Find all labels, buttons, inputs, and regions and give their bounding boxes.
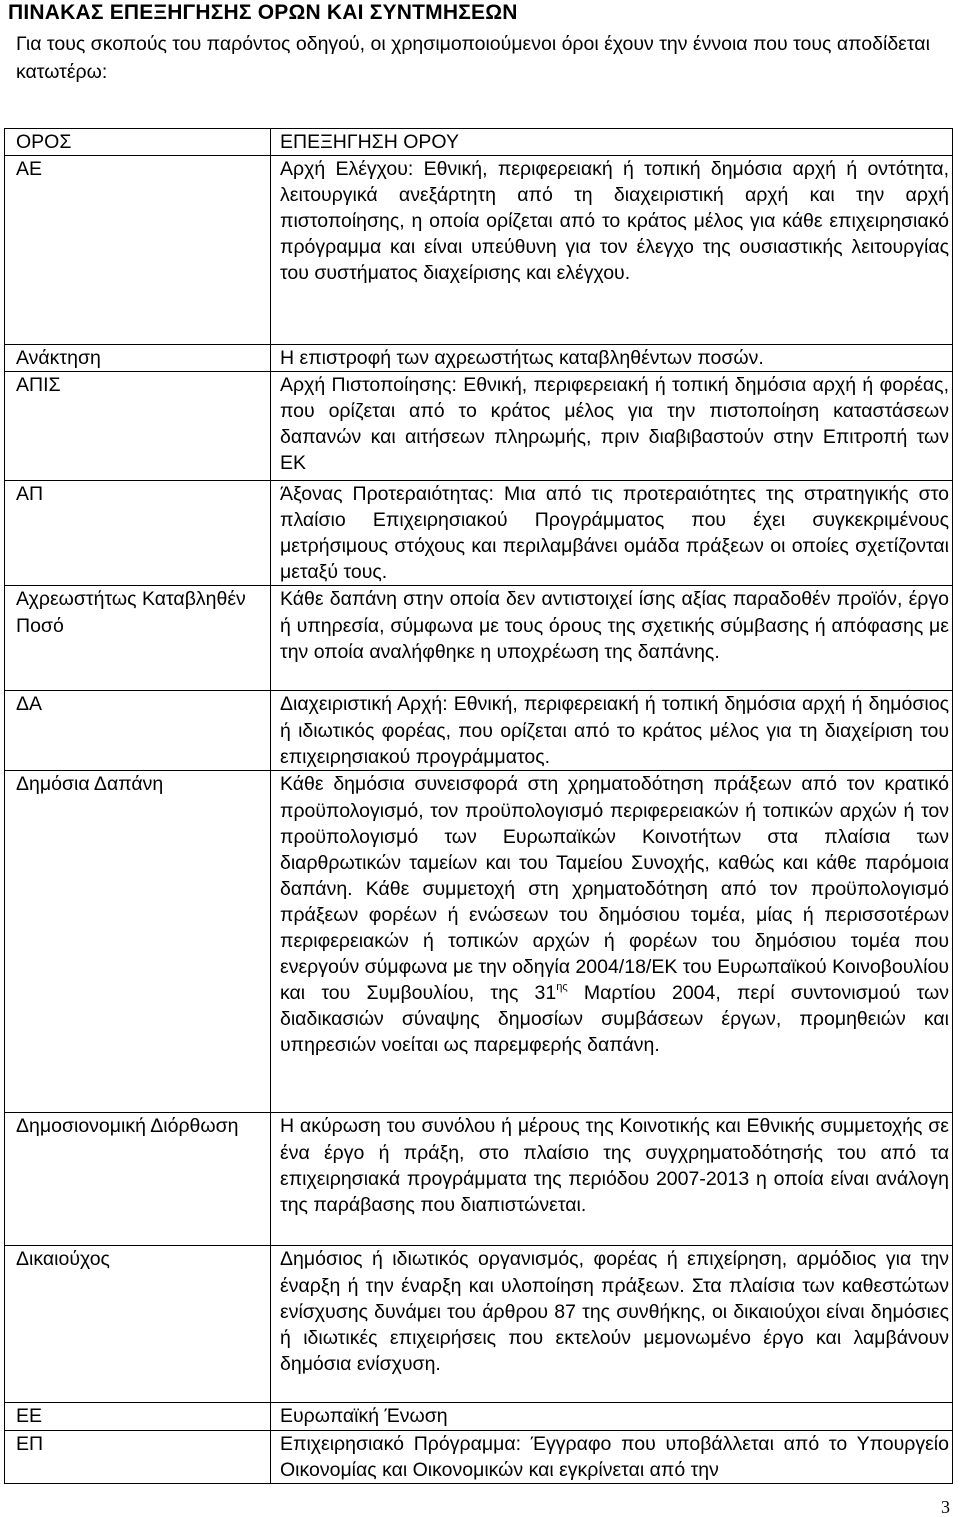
- row-term: ΕΠ: [5, 1430, 271, 1483]
- page-number: 3: [941, 1497, 950, 1517]
- table-row: [5, 481, 953, 586]
- row-definition: Η επιστροφή των αχρεωστήτως καταβληθέντων ποσών.: [271, 345, 953, 372]
- row-definition: Ευρωπαϊκή Ένωση: [271, 1403, 953, 1430]
- table-header-row: [5, 129, 953, 156]
- intro-paragraph: Για τους σκοπούς του παρόντος οδηγού, οι χρησιμοποιούμενοι όροι έχουν την έννοια που τους αποδίδεται κατωτέρω:: [16, 33, 930, 83]
- row-definition: Αρχή Πιστοποίησης: Εθνική, περιφερειακή ή τοπική δημόσια αρχή ή φορέας, που ορίζεται από το κράτος μέλος για την πιστοποίηση καταστάσεων δαπανών και αιτήσεων πληρωμής, πριν διαβιβαστούν στην Επιτροπή των ΕΚ: [271, 372, 953, 481]
- page-title: ΠΙΝΑΚΑΣ ΕΠΕΞΗΓΗΣΗΣ ΟΡΩΝ ΚΑΙ ΣΥΝΤΜΗΣΕΩΝ: [8, 1, 518, 24]
- row-term: ΑΠΙΣ: [5, 372, 271, 481]
- row-definition: Άξονας Προτεραιότητας: Μια από τις προτεραιότητες της στρατηγικής στο πλαίσιο Επιχειρησιακού Προγράμματος που έχει συγκεκριμένους μετρήσιμους στόχους και περιλαμβάνει ομάδα πράξεων οι οποίες σχετίζονται μεταξύ τους.: [271, 481, 953, 586]
- row-definition: Επιχειρησιακό Πρόγραμμα: Έγγραφο που υποβάλλεται από το Υπουργείο Οικονομίας και Οικονομικών και εγκρίνεται από την: [271, 1430, 953, 1483]
- row-term: ΔΑ: [5, 691, 271, 771]
- definition-text-continued: Μαρτίου 2004, περί συντονισμού των διαδικασιών σύναψης δημοσίων συμβάσεων έργων, προμηθειών και υπηρεσιών νοείται ως παρεμφερής δαπάνη.: [280, 982, 949, 1057]
- table-row: [5, 1246, 953, 1403]
- table-row: [5, 372, 953, 481]
- row-term: ΕΕ: [5, 1403, 271, 1430]
- glossary-table: [4, 128, 953, 1484]
- table-row: [5, 1113, 953, 1246]
- row-definition: Η ακύρωση του συνόλου ή μέρους της Κοινοτικής και Εθνικής συμμετοχής σε ένα έργο ή πράξη, στο πλαίσιο της συγχρηματοδότησής του από τα επιχειρησιακά προγράμματα της περιόδου 2007-2013 η οποία είναι ανάλογη της παράβασης που διαπιστώνεται.: [271, 1113, 953, 1246]
- row-term: Ανάκτηση: [5, 345, 271, 372]
- row-term: ΑΠ: [5, 481, 271, 586]
- row-definition: Κάθε δαπάνη στην οποία δεν αντιστοιχεί ίσης αξίας παραδοθέν προϊόν, έργο ή υπηρεσία, σύμφωνα με τους όρους της σχετικής σύμβασης ή απόφασης με την οποία αναλήφθηκε η υποχρέωση της δαπάνης.: [271, 586, 953, 691]
- table-row: [5, 1403, 953, 1430]
- row-term: Δημόσια Δαπάνη: [5, 771, 271, 1113]
- table-row: [5, 586, 953, 691]
- row-definition: Διαχειριστική Αρχή: Εθνική, περιφερειακή ή τοπική δημόσια αρχή ή δημόσιος ή ιδιωτικός φορέας, που ορίζεται από το κράτος μέλος για τη διαχείριση του επιχειρησιακού προγράμματος.: [271, 691, 953, 771]
- row-term: Δικαιούχος: [5, 1246, 271, 1403]
- table-row: [5, 345, 953, 372]
- row-definition: [271, 771, 953, 1113]
- header-term: ΟΡΟΣ: [5, 129, 271, 156]
- row-definition: Αρχή Ελέγχου: Εθνική, περιφερειακή ή τοπική δημόσια αρχή ή οντότητα, λειτουργικά ανεξάρτητη από τη διαχειριστική αρχή και την αρχή πιστοποίησης, η οποία ορίζεται από το κράτος μέλος για κάθε επιχειρησιακό πρόγραμμα και είναι υπεύθυνη για τον έλεγχο της ουσιαστικής λειτουργίας του συστήματος διαχείρισης και ελέγχου.: [271, 156, 953, 345]
- table-row: [5, 1430, 953, 1483]
- table-row: [5, 771, 953, 1113]
- table-row: [5, 691, 953, 771]
- row-term: Δημοσιονομική Διόρθωση: [5, 1113, 271, 1246]
- ordinal-superscript: ης: [556, 981, 568, 994]
- row-definition: Δημόσιος ή ιδιωτικός οργανισμός, φορέας ή επιχείρηση, αρμόδιος για την έναρξη ή την έναρξη και υλοποίηση πράξεων. Στα πλαίσια των καθεστώτων ενίσχυσης δυνάμει του άρθρου 87 της συνθήκης, οι δικαιούχοι είναι δημόσιες ή ιδιωτικές επιχειρήσεις που εκτελούν μεμονωμένο έργο και λαμβάνουν δημόσια ενίσχυση.: [271, 1246, 953, 1403]
- definition-text: Κάθε δημόσια συνεισφορά στη χρηματοδότηση πράξεων από τον κρατικό προϋπολογισμό, τον προϋπολογισμό περιφερειακών ή τοπικών αρχών ή τον προϋπολογισμό των Ευρωπαϊκών Κοινοτήτων στα πλαίσια των διαρθρωτικών ταμείων και του Ταμείου Συνοχής, καθώς και κάθε παρόμοια δαπάνη. Κάθε συμμετοχή στη χρηματοδότηση από τον προϋπολογισμό πράξεων φορέων ή ενώσεων του δημόσιου τομέα, μίας ή περισσοτέρων περιφερειακών ή τοπικών αρχών ή φορέων του δημόσιου τομέα που ενεργούν σύμφωνα με την οδηγία 2004/18/ΕΚ του Ευρωπαϊκού Κοινοβουλίου και του Συμβουλίου, της 31: [280, 773, 949, 1005]
- table-row: [5, 156, 953, 345]
- header-definition: ΕΠΕΞΗΓΗΣΗ ΟΡΟΥ: [271, 129, 953, 156]
- row-term: ΑΕ: [5, 156, 271, 345]
- row-term: Αχρεωστήτως Καταβληθέν Ποσό: [5, 586, 271, 691]
